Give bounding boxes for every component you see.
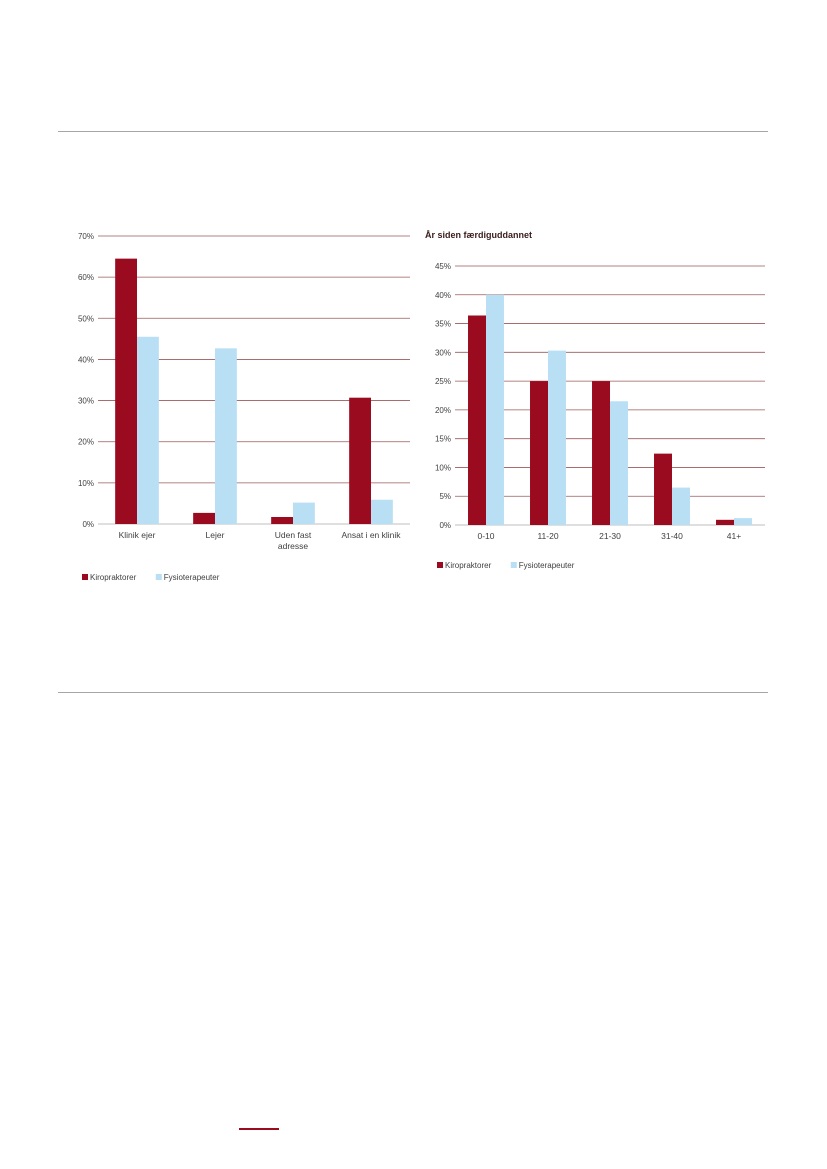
x-tick-label (119, 530, 156, 540)
bar-fysioterapeuter (137, 337, 159, 524)
x-tick-label (661, 531, 683, 541)
legend-swatch (511, 562, 517, 568)
bar-kiropraktorer (271, 517, 293, 524)
y-tick-label: 20% (434, 405, 451, 415)
legend-swatch (82, 574, 88, 580)
y-tick-label: 0% (82, 520, 94, 529)
y-tick-label: 30% (434, 348, 451, 358)
bar-kiropraktorer (654, 454, 672, 525)
y-tick-label: 50% (77, 314, 94, 324)
x-tick-label-line: 11-20 (537, 531, 559, 541)
bar-kiropraktorer (115, 259, 137, 524)
bar-fysioterapeuter (215, 348, 237, 524)
x-tick-label (341, 530, 401, 540)
y-tick-label: 60% (77, 273, 94, 283)
bar-kiropraktorer (468, 315, 486, 525)
bar-fysioterapeuter (734, 518, 752, 525)
x-tick-label-line: 0-10 (477, 531, 495, 541)
x-tick-label (727, 531, 741, 541)
x-tick-label-line: adresse (277, 541, 309, 551)
bar-fysioterapeuter (293, 503, 315, 524)
bar-fysioterapeuter (610, 401, 628, 525)
y-tick-label: 20% (77, 437, 94, 447)
bar-fysioterapeuter (548, 351, 566, 525)
bar-fysioterapeuter (486, 295, 504, 525)
y-tick-label: 30% (77, 396, 94, 406)
x-tick-label-line: Lejer (205, 530, 225, 540)
y-tick-label: 10% (77, 478, 94, 488)
y-tick-label: 40% (77, 355, 94, 365)
chart-years-svg (415, 222, 775, 582)
y-tick-label: 15% (434, 434, 451, 444)
legend-swatch (437, 562, 443, 568)
x-tick-label-line: Uden fast (274, 530, 312, 540)
x-tick-label (599, 531, 621, 541)
x-tick-label-line: 31-40 (661, 531, 683, 541)
bar-kiropraktorer (592, 381, 610, 525)
x-tick-label-line: Ansat i en klinik (341, 530, 401, 540)
bar-kiropraktorer (349, 398, 371, 524)
x-tick-label (206, 530, 225, 540)
legend-label: Kiropraktorer (445, 561, 492, 570)
y-tick-label: 5% (439, 492, 451, 502)
legend-label: Fysioterapeuter (518, 561, 575, 570)
chart-title: År siden færdiguddannet (425, 230, 533, 240)
y-tick-label: 40% (434, 290, 451, 300)
x-tick-label (275, 530, 312, 551)
bar-fysioterapeuter (371, 500, 393, 524)
y-tick-label: 35% (434, 319, 451, 329)
bar-kiropraktorer (530, 381, 548, 525)
y-tick-label: 70% (77, 232, 94, 241)
y-tick-label: 25% (434, 377, 451, 387)
x-tick-label-line: 21-30 (599, 531, 621, 541)
chart-ownership (58, 222, 420, 594)
legend-label: Kiropraktorer (90, 573, 137, 582)
legend-swatch (156, 574, 162, 580)
bar-fysioterapeuter (672, 488, 690, 525)
page-marker (239, 1128, 279, 1130)
x-tick-label (537, 531, 558, 541)
y-tick-label: 10% (434, 463, 451, 473)
bar-kiropraktorer (193, 513, 215, 524)
bar-kiropraktorer (716, 520, 734, 525)
chart-ownership-svg (58, 222, 420, 594)
x-tick-label-line: Klinik ejer (118, 530, 156, 540)
x-tick-label (477, 531, 494, 541)
legend-label: Fysioterapeuter (163, 573, 220, 582)
y-tick-label: 45% (434, 262, 451, 271)
y-tick-label: 0% (439, 521, 451, 530)
top-divider (58, 131, 768, 132)
x-tick-label-line: 41+ (726, 531, 742, 541)
chart-years-since-graduation (415, 222, 775, 582)
bottom-divider (58, 692, 768, 693)
